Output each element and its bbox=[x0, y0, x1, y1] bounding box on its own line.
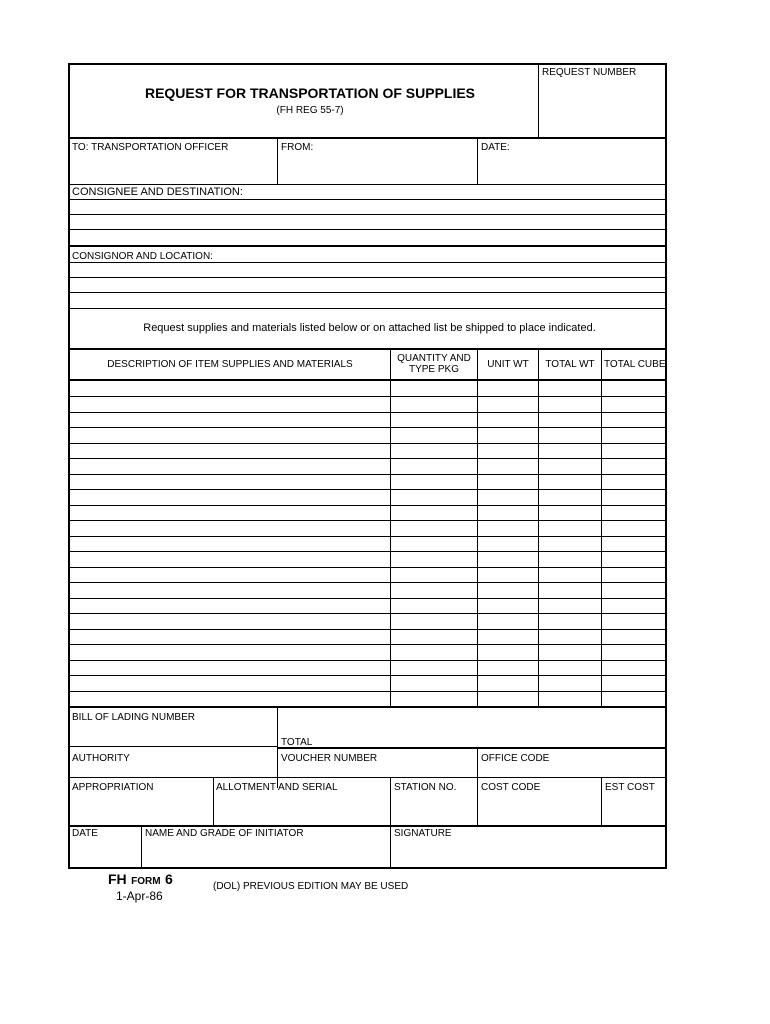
item-cell[interactable] bbox=[478, 382, 538, 395]
voucher-label: VOUCHER NUMBER bbox=[281, 753, 378, 764]
item-cell[interactable] bbox=[602, 475, 667, 488]
from-field[interactable] bbox=[278, 153, 476, 183]
item-cell[interactable] bbox=[478, 599, 538, 612]
divider bbox=[390, 777, 391, 825]
item-cell[interactable] bbox=[539, 428, 601, 441]
item-cell[interactable] bbox=[478, 537, 538, 550]
divider bbox=[390, 825, 391, 869]
item-cell[interactable] bbox=[70, 475, 390, 488]
appropriation-label: APPROPRIATION bbox=[72, 782, 154, 793]
item-cell[interactable] bbox=[478, 444, 538, 457]
divider bbox=[538, 348, 539, 706]
station-label: STATION NO. bbox=[394, 782, 457, 793]
divider bbox=[538, 65, 539, 137]
item-cell[interactable] bbox=[478, 413, 538, 426]
item-cell[interactable] bbox=[70, 645, 390, 658]
item-cell[interactable] bbox=[391, 459, 477, 472]
item-cell[interactable] bbox=[478, 397, 538, 410]
item-cell[interactable] bbox=[539, 645, 601, 658]
col-unit-wt: UNIT WT bbox=[487, 359, 529, 370]
divider bbox=[390, 348, 391, 706]
item-cell[interactable] bbox=[602, 583, 667, 596]
item-cell[interactable] bbox=[602, 552, 667, 565]
item-cell[interactable] bbox=[539, 490, 601, 503]
item-cell[interactable] bbox=[478, 490, 538, 503]
divider bbox=[70, 308, 665, 309]
form-word: FORM bbox=[131, 876, 161, 887]
divider bbox=[277, 747, 665, 749]
item-cell[interactable] bbox=[70, 428, 390, 441]
divider bbox=[601, 348, 602, 706]
item-cell[interactable] bbox=[478, 552, 538, 565]
item-cell[interactable] bbox=[602, 382, 667, 395]
divider bbox=[70, 746, 277, 747]
divider bbox=[70, 245, 665, 247]
consignee-label: CONSIGNEE AND DESTINATION: bbox=[72, 186, 243, 198]
item-cell[interactable] bbox=[539, 506, 601, 519]
item-cell[interactable] bbox=[70, 397, 390, 410]
divider bbox=[70, 137, 665, 139]
form-date: 1-Apr-86 bbox=[116, 889, 163, 903]
item-cell[interactable] bbox=[391, 413, 477, 426]
item-cell[interactable] bbox=[539, 583, 601, 596]
divider bbox=[213, 777, 214, 825]
initiator-field[interactable] bbox=[143, 840, 389, 868]
item-cell[interactable] bbox=[391, 506, 477, 519]
item-cell[interactable] bbox=[539, 397, 601, 410]
item-cell[interactable] bbox=[602, 490, 667, 503]
item-cell[interactable] bbox=[602, 428, 667, 441]
item-cell[interactable] bbox=[391, 552, 477, 565]
consignor-field[interactable] bbox=[72, 263, 664, 306]
request-number-field[interactable] bbox=[540, 79, 666, 135]
item-cell[interactable] bbox=[539, 614, 601, 627]
item-cell[interactable] bbox=[70, 552, 390, 565]
item-cell[interactable] bbox=[70, 614, 390, 627]
est-cost-field[interactable] bbox=[603, 794, 666, 824]
date2-label: DATE bbox=[72, 828, 98, 839]
from-label: FROM: bbox=[281, 142, 314, 153]
item-cell[interactable] bbox=[391, 630, 477, 643]
item-cell[interactable] bbox=[70, 537, 390, 550]
divider bbox=[70, 706, 665, 708]
item-cell[interactable] bbox=[70, 630, 390, 643]
item-cell[interactable] bbox=[70, 444, 390, 457]
item-cell[interactable] bbox=[478, 583, 538, 596]
item-cell[interactable] bbox=[70, 521, 390, 534]
instruction-text: Request supplies and materials listed below or on attached list be shipped to place indicated. bbox=[143, 322, 596, 334]
station-field[interactable] bbox=[392, 794, 476, 824]
divider bbox=[70, 348, 665, 350]
item-cell[interactable] bbox=[391, 537, 477, 550]
item-cell[interactable] bbox=[539, 630, 601, 643]
item-cell[interactable] bbox=[539, 537, 601, 550]
col-total-cube: TOTAL CUBE bbox=[604, 359, 666, 370]
item-cell[interactable] bbox=[391, 599, 477, 612]
divider bbox=[477, 348, 478, 706]
item-cell[interactable] bbox=[478, 645, 538, 658]
item-cell[interactable] bbox=[539, 552, 601, 565]
bill-of-lading-label: BILL OF LADING NUMBER bbox=[72, 712, 195, 723]
item-cell[interactable] bbox=[539, 521, 601, 534]
office-code-field[interactable] bbox=[478, 764, 666, 776]
consignee-field[interactable] bbox=[72, 200, 664, 244]
appropriation-field[interactable] bbox=[72, 794, 211, 824]
form-title: REQUEST FOR TRANSPORTATION OF SUPPLIES bbox=[144, 85, 476, 101]
col-quantity-line1: QUANTITY AND bbox=[397, 353, 471, 364]
item-cell[interactable] bbox=[391, 661, 477, 674]
item-cell[interactable] bbox=[478, 692, 538, 705]
item-cell[interactable] bbox=[539, 661, 601, 674]
item-cell[interactable] bbox=[602, 692, 667, 705]
cost-code-label: COST CODE bbox=[481, 782, 541, 793]
consignor-label: CONSIGNOR AND LOCATION: bbox=[72, 251, 213, 262]
allotment-label: ALLOTMENT AND SERIAL bbox=[216, 782, 338, 793]
bill-of-lading-field[interactable] bbox=[72, 724, 275, 746]
signature-label: SIGNATURE bbox=[394, 828, 452, 839]
item-cell[interactable] bbox=[602, 630, 667, 643]
item-cell[interactable] bbox=[539, 475, 601, 488]
item-cell[interactable] bbox=[602, 521, 667, 534]
item-cell[interactable] bbox=[391, 490, 477, 503]
edition-note: (DOL) PREVIOUS EDITION MAY BE USED bbox=[213, 881, 409, 892]
date-field[interactable] bbox=[478, 153, 666, 183]
item-cell[interactable] bbox=[602, 397, 667, 410]
item-cell[interactable] bbox=[391, 521, 477, 534]
total-label: TOTAL bbox=[281, 737, 313, 748]
item-cell[interactable] bbox=[70, 676, 390, 689]
item-cell[interactable] bbox=[70, 568, 390, 581]
form-num: 6 bbox=[165, 871, 173, 887]
col-quantity-line2: TYPE PKG bbox=[408, 364, 459, 375]
item-cell[interactable] bbox=[70, 506, 390, 519]
item-cell[interactable] bbox=[391, 428, 477, 441]
item-cell[interactable] bbox=[478, 676, 538, 689]
item-cell[interactable] bbox=[478, 521, 538, 534]
item-cell[interactable] bbox=[539, 382, 601, 395]
item-cell[interactable] bbox=[478, 614, 538, 627]
item-cell[interactable] bbox=[70, 382, 390, 395]
col-description: DESCRIPTION OF ITEM SUPPLIES AND MATERIALS bbox=[107, 359, 353, 370]
item-cell[interactable] bbox=[478, 459, 538, 472]
office-code-label: OFFICE CODE bbox=[481, 753, 550, 764]
item-cell[interactable] bbox=[539, 413, 601, 426]
form-subtitle: (FH REG 55-7) bbox=[276, 105, 344, 116]
item-cell[interactable] bbox=[391, 568, 477, 581]
item-cell[interactable] bbox=[391, 676, 477, 689]
item-cell[interactable] bbox=[478, 630, 538, 643]
item-cell[interactable] bbox=[602, 459, 667, 472]
initiator-label: NAME AND GRADE OF INITIATOR bbox=[145, 828, 304, 839]
request-number-label: REQUEST NUMBER bbox=[542, 67, 637, 78]
item-cell[interactable] bbox=[391, 382, 477, 395]
col-total-wt: TOTAL WT bbox=[545, 359, 595, 370]
item-cell[interactable] bbox=[539, 692, 601, 705]
item-cell[interactable] bbox=[478, 475, 538, 488]
item-cell[interactable] bbox=[539, 459, 601, 472]
item-cell[interactable] bbox=[70, 413, 390, 426]
date2-field[interactable] bbox=[72, 840, 140, 868]
allotment-field[interactable] bbox=[215, 794, 389, 824]
item-cell[interactable] bbox=[478, 661, 538, 674]
item-cell[interactable] bbox=[602, 676, 667, 689]
request-form bbox=[68, 63, 667, 869]
item-cell[interactable] bbox=[391, 583, 477, 596]
voucher-field[interactable] bbox=[278, 764, 476, 776]
item-cell[interactable] bbox=[478, 506, 538, 519]
item-cell[interactable] bbox=[602, 537, 667, 550]
divider bbox=[70, 825, 665, 827]
divider bbox=[141, 825, 142, 869]
divider bbox=[601, 777, 602, 825]
item-cell[interactable] bbox=[70, 692, 390, 705]
item-cell[interactable] bbox=[70, 661, 390, 674]
item-cell[interactable] bbox=[391, 692, 477, 705]
form-number bbox=[108, 871, 173, 889]
item-cell[interactable] bbox=[391, 475, 477, 488]
item-cell[interactable] bbox=[602, 444, 667, 457]
item-cell[interactable] bbox=[391, 614, 477, 627]
signature-field[interactable] bbox=[392, 840, 666, 868]
date-label: DATE: bbox=[481, 142, 510, 153]
divider bbox=[70, 379, 665, 381]
item-cell[interactable] bbox=[539, 444, 601, 457]
item-cell[interactable] bbox=[602, 614, 667, 627]
item-cell[interactable] bbox=[539, 568, 601, 581]
item-cell[interactable] bbox=[539, 599, 601, 612]
item-cell[interactable] bbox=[602, 413, 667, 426]
cost-code-field[interactable] bbox=[479, 794, 600, 824]
item-cell[interactable] bbox=[478, 428, 538, 441]
item-cell[interactable] bbox=[602, 645, 667, 658]
form-fh: FH bbox=[108, 871, 127, 887]
item-cell[interactable] bbox=[70, 490, 390, 503]
item-cell[interactable] bbox=[70, 599, 390, 612]
authority-label: AUTHORITY bbox=[72, 753, 130, 764]
item-cell[interactable] bbox=[602, 599, 667, 612]
item-cell[interactable] bbox=[478, 568, 538, 581]
est-cost-label: EST COST bbox=[605, 782, 655, 793]
item-cell[interactable] bbox=[391, 397, 477, 410]
item-cell[interactable] bbox=[70, 459, 390, 472]
divider bbox=[70, 184, 665, 185]
item-cell[interactable] bbox=[391, 645, 477, 658]
item-cell[interactable] bbox=[539, 676, 601, 689]
item-cell[interactable] bbox=[602, 661, 667, 674]
item-cell[interactable] bbox=[602, 568, 667, 581]
item-cell[interactable] bbox=[602, 506, 667, 519]
divider bbox=[477, 777, 478, 825]
item-cell[interactable] bbox=[391, 444, 477, 457]
divider bbox=[70, 777, 665, 778]
item-cell[interactable] bbox=[70, 583, 390, 596]
to-label: TO: TRANSPORTATION OFFICER bbox=[72, 142, 229, 153]
